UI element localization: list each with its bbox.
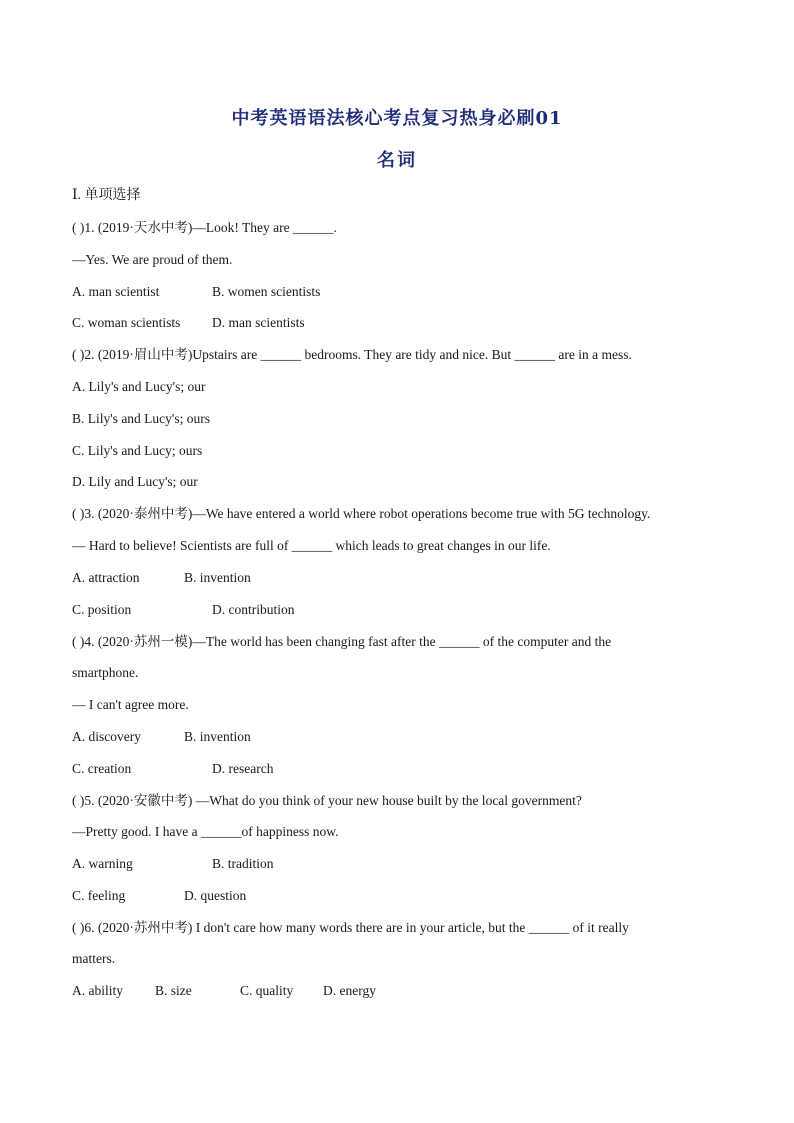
question-5: ( )5. (2020·安徽中考) —What do you think of your new house built by the local government?	[72, 793, 582, 808]
option-b: B. invention	[184, 570, 251, 585]
option-c: C. creation	[72, 761, 132, 776]
option-c: C. woman scientists	[72, 315, 181, 330]
option-d: D. research	[212, 761, 274, 776]
section-heading: Ⅰ. 单项选择	[72, 188, 141, 203]
option-c: C. quality	[240, 983, 294, 998]
option-a: A. attraction	[72, 570, 140, 585]
option-c: C. Lily's and Lucy; ours	[72, 443, 203, 458]
option-d: D. contribution	[212, 602, 295, 617]
option-d: D. Lily and Lucy's; our	[72, 474, 198, 489]
option-d: D. energy	[323, 983, 376, 998]
question-3-reply: — Hard to believe! Scientists are full of ______ which leads to great changes in our life.	[72, 538, 551, 553]
option-a: A. man scientist	[72, 284, 160, 299]
option-b: B. Lily's and Lucy's; ours	[72, 411, 210, 426]
question-1-reply: —Yes. We are proud of them.	[72, 252, 233, 267]
question-4-continued: smartphone.	[72, 665, 139, 680]
question-1: ( )1. (2019·天水中考)—Look! They are ______.	[72, 220, 337, 235]
question-4-reply: — I can't agree more.	[72, 697, 189, 712]
page-subtitle: 名词	[377, 150, 417, 171]
question-5-reply: —Pretty good. I have a ______of happiness now.	[72, 824, 339, 839]
option-b: B. tradition	[212, 856, 274, 871]
page-title: 中考英语语法核心考点复习热身必刷01	[231, 108, 563, 129]
question-6-continued: matters.	[72, 951, 116, 966]
option-b: B. size	[155, 983, 192, 998]
option-c: C. feeling	[72, 888, 126, 903]
option-a: A. Lily's and Lucy's; our	[72, 379, 206, 394]
option-a: A. discovery	[72, 729, 141, 744]
option-c: C. position	[72, 602, 132, 617]
question-6: ( )6. (2020·苏州中考) I don't care how many words there are in your article, but the ______ of it really	[72, 920, 629, 935]
option-a: A. ability	[72, 983, 123, 998]
question-4: ( )4. (2020·苏州一模)—The world has been changing fast after the ______ of the computer and the	[72, 634, 612, 649]
question-3: ( )3. (2020·泰州中考)—We have entered a world where robot operations become true with 5G technology.	[72, 506, 651, 521]
option-d: D. man scientists	[212, 315, 305, 330]
option-b: B. women scientists	[212, 284, 321, 299]
option-a: A. warning	[72, 856, 133, 871]
option-b: B. invention	[184, 729, 251, 744]
option-d: D. question	[184, 888, 247, 903]
question-2: ( )2. (2019·眉山中考)Upstairs are ______ bedrooms. They are tidy and nice. But ______ are in a mess.	[72, 347, 632, 362]
